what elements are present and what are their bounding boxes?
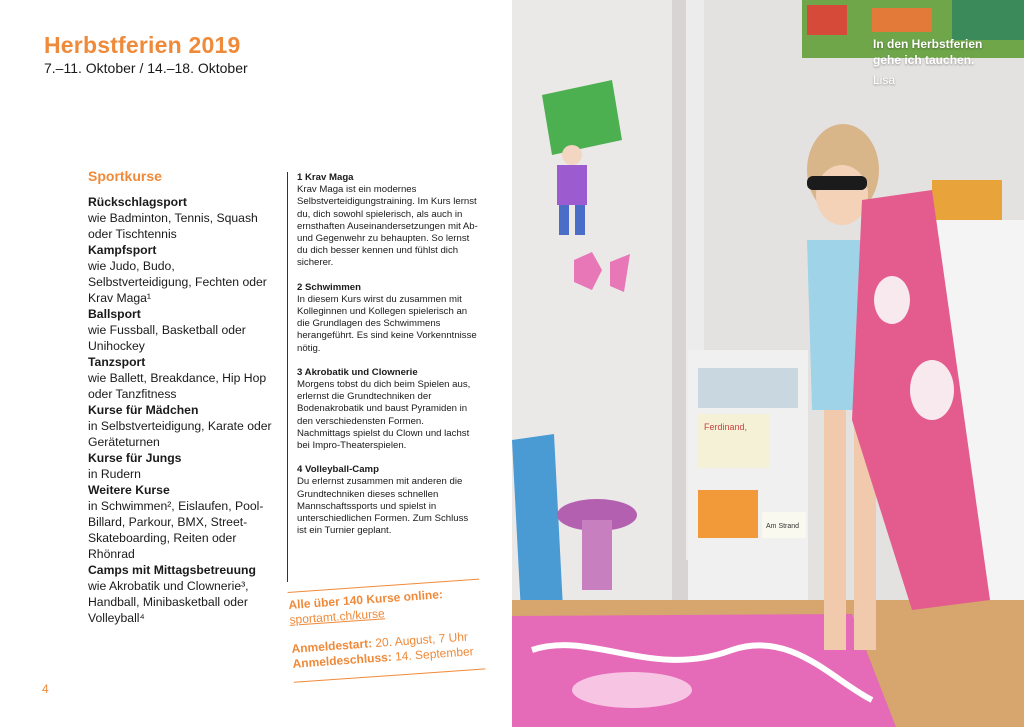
doll-leg-right [575, 205, 585, 235]
page-dates: 7.–11. Oktober / 14.–18. Oktober [44, 60, 248, 76]
category-desc: wie Ballett, Breakdance, Hip Hop oder Tanzfitness [88, 371, 267, 401]
registration-promo [288, 584, 493, 672]
footnote-title: 3 Akrobatik und Clownerie [297, 366, 418, 378]
category-title: Rückschlagsport [88, 195, 187, 209]
book-ferdinand-title: Ferdinand, [704, 422, 748, 432]
category-title: Tanzsport [88, 355, 146, 369]
footnote [297, 464, 479, 537]
category-item [88, 306, 278, 354]
footnote-text: In diesem Kurs wirst du zusammen mit Kolleginnen und Kollegen spielerisch an die Grundlagen des Schwimmens herangeführt. Es sind keine Vorkenntnisse nötig. [297, 293, 477, 354]
painting-green [952, 0, 1024, 40]
towel-unicorn-2 [874, 276, 910, 324]
shelf-books-top [698, 368, 798, 408]
category-list [88, 194, 278, 626]
category-title: Camps mit Mittagsbetreuung [88, 563, 256, 577]
category-title: Ballsport [88, 307, 141, 321]
category-item [88, 402, 278, 450]
category-title: Kampfsport [88, 243, 157, 257]
promo-headline: Alle über 140 Kurse online: [288, 587, 444, 612]
photo-illustration [512, 0, 1024, 727]
toy-mushroom-stem [582, 520, 612, 590]
doll-leg-left [559, 205, 569, 235]
doll-head [562, 145, 582, 165]
category-item [88, 242, 278, 306]
footnote [297, 367, 479, 452]
girl-leg-left [824, 410, 846, 650]
category-desc: in Rudern [88, 467, 141, 481]
category-desc: in Schwimmen², Eislaufen, Pool-Billard, Parkour, BMX, Street-Skateboarding, Reiten oder Rhönrad [88, 499, 264, 561]
quote-author: Lisa [873, 73, 896, 87]
footnote [297, 282, 479, 355]
category-desc: wie Badminton, Tennis, Squash oder Tischtennis [88, 211, 258, 241]
registration-start-label: Anmeldestart: [291, 636, 373, 656]
photo-quote [873, 36, 1003, 88]
footnote-title: 2 Schwimmen [297, 281, 361, 293]
footnote-text: Morgens tobst du dich beim Spielen aus, erlernst die Grundtechniken der Bodenakrobatik und baust Pyramiden in den verschiedensten Formen. Nachmittags spielst du Clown und lachst bei Impro-Theaterspielen. [297, 379, 471, 452]
book-orange [698, 490, 758, 538]
category-desc: wie Judo, Budo, Selbstverteidigung, Fechten oder Krav Maga¹ [88, 259, 267, 305]
book-strand-title: Am Strand [766, 523, 800, 530]
category-desc: wie Fussball, Basketball oder Unihockey [88, 323, 246, 353]
category-item [88, 450, 278, 482]
category-title: Kurse für Jungs [88, 451, 182, 465]
footnote [297, 172, 479, 270]
footnotes-column [297, 172, 479, 549]
category-title: Weitere Kurse [88, 483, 170, 497]
category-desc: in Selbstverteidigung, Karate oder Geräteturnen [88, 419, 272, 449]
section-title: Sportkurse [88, 168, 162, 184]
category-item [88, 354, 278, 402]
painting-orange [872, 8, 932, 32]
child-photo [512, 0, 1024, 727]
category-item [88, 194, 278, 242]
page-title: Herbstferien 2019 [44, 32, 241, 58]
category-desc: wie Akrobatik und Clownerie³, Handball, Minibasketball oder Volleyball⁴ [88, 579, 249, 625]
doll-body [557, 165, 587, 205]
category-title: Kurse für Mädchen [88, 403, 199, 417]
registration-end-value: 14. September [391, 644, 475, 664]
page-number: 4 [42, 682, 49, 696]
sport-courses-column [88, 168, 278, 626]
registration-start-value: 20. August, 7 Uhr [371, 629, 469, 651]
courses-link[interactable]: sportamt.ch/kurse [289, 606, 386, 627]
footnote-text: Krav Maga ist ein modernes Selbstverteidigungstraining. Im Kurs lernst du, dich sowohl spielerisch, als auch in ernsthaften Auseinandersetzungen mit Ab- und Gegenwehr zu behaupten. So lernst du dich besser kennen und fühlst dich sicherer. [297, 184, 478, 269]
rug-swirl [572, 672, 692, 708]
footnote-title: 1 Krav Maga [297, 172, 354, 183]
footnote-title: 4 Volleyball-Camp [297, 464, 379, 476]
column-divider [287, 172, 288, 582]
sunglasses [807, 176, 867, 190]
promo-bottom-line [294, 668, 486, 682]
footnote-text: Du erlernst zusammen mit anderen die Grundtechniken dieses schnellen Mannschaftssports und spielst in unterschiedlichen Formen. Zum Schluss ist ein Turnier geplant. [297, 476, 469, 537]
category-item [88, 482, 278, 562]
quote-text: In den Herbstferien gehe ich tauchen. [873, 37, 983, 67]
girl-face [816, 165, 868, 225]
towel-unicorn [910, 360, 954, 420]
registration-end-label: Anmeldeschluss: [292, 649, 393, 671]
category-item [88, 562, 278, 626]
toy-truck [932, 180, 1002, 220]
painting-red [807, 5, 847, 35]
